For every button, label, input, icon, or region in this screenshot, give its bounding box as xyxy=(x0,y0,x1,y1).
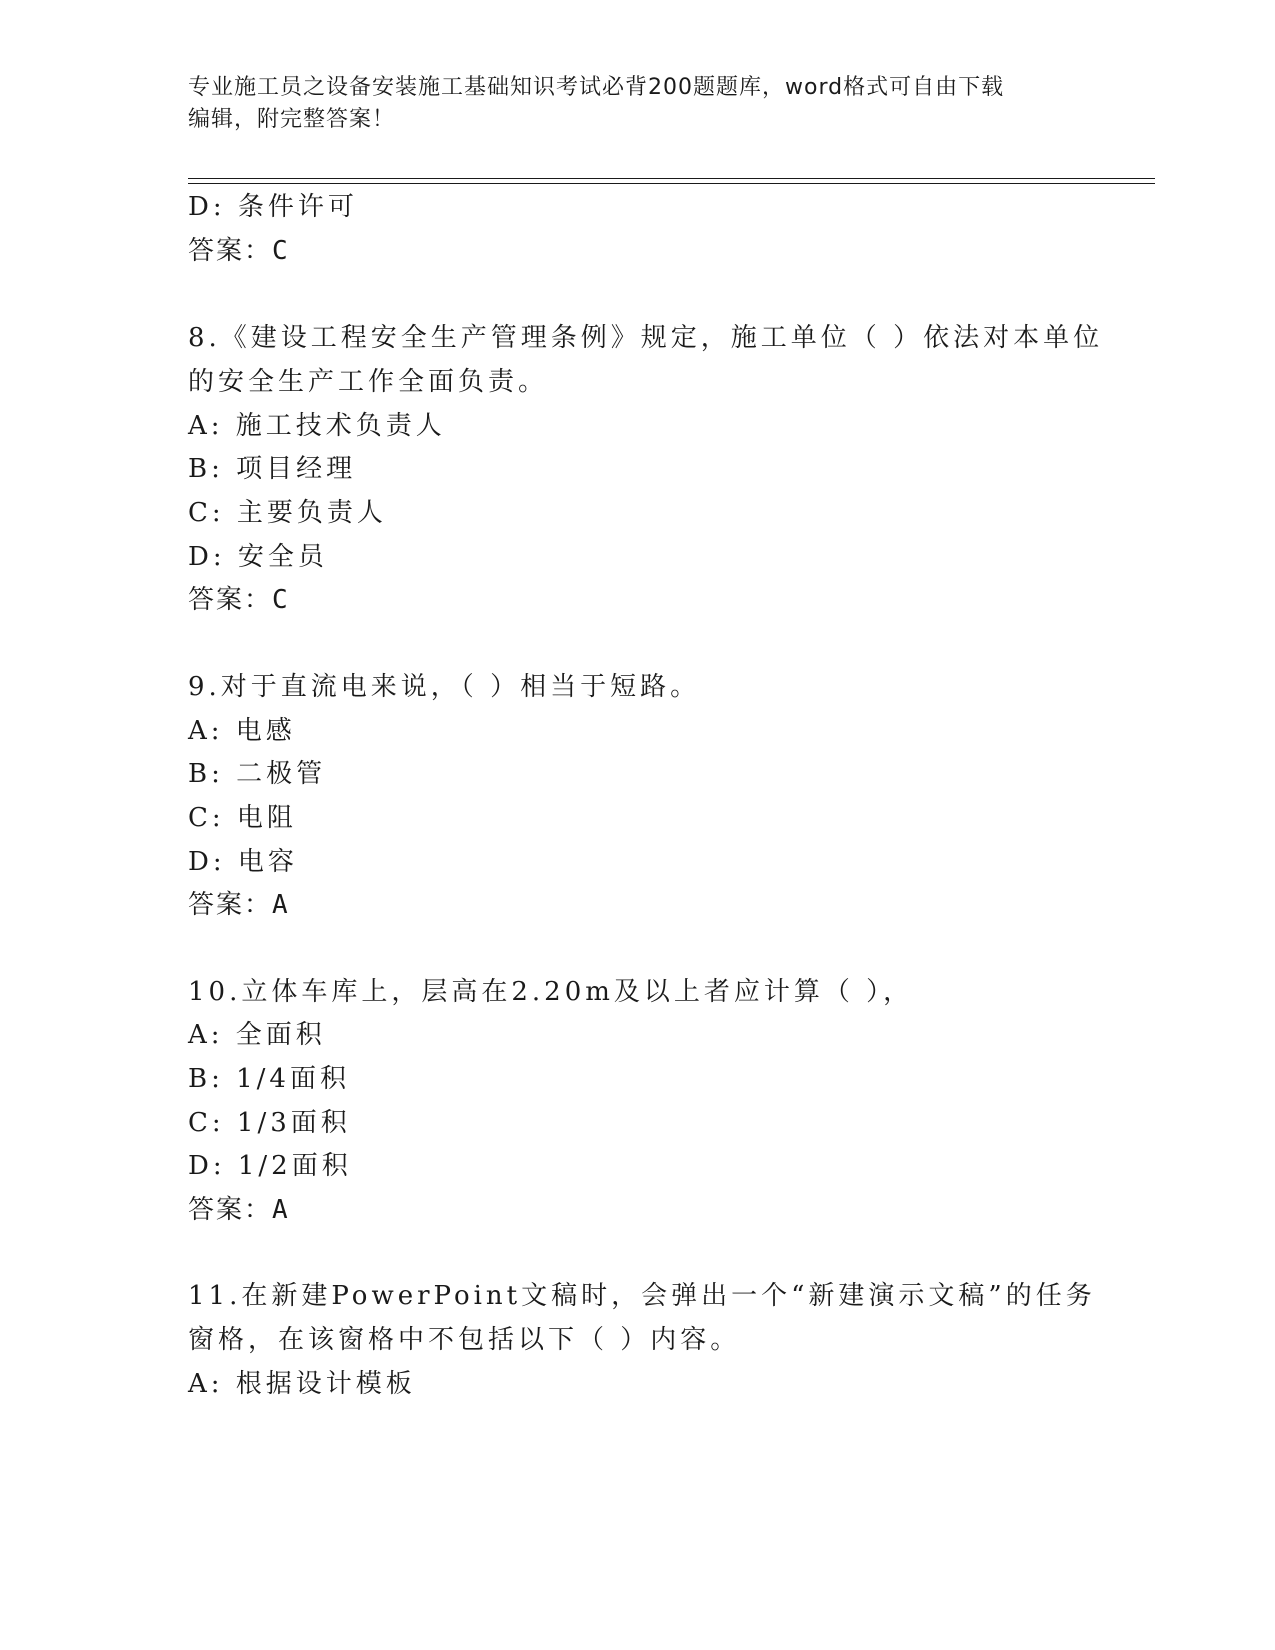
question-10-stem-line-1: 10.立体车库上，层高在2.20m及以上者应计算（ ）， xyxy=(188,977,914,1007)
question-8-option-c: C: 主要负责人 xyxy=(188,498,387,528)
document-header xyxy=(188,72,1068,136)
question-8-stem-line-1: 8.《建设工程安全生产管理条例》规定，施工单位（ ）依法对本单位 xyxy=(188,323,1104,353)
answer-label: 答案： xyxy=(188,585,273,615)
answer-label: 答案： xyxy=(188,1195,273,1225)
question-10-answer xyxy=(188,1189,290,1226)
answer-label: 答案： xyxy=(188,236,273,266)
question-11-option-a: A: 根据设计模板 xyxy=(188,1369,416,1399)
question-8-answer xyxy=(188,579,290,616)
question-10-option-b: B: 1/4面积 xyxy=(188,1064,350,1094)
question-9-option-b: B: 二极管 xyxy=(188,759,327,789)
question-9-option-c: C: 电阻 xyxy=(188,803,297,833)
question-10-option-a: A: 全面积 xyxy=(188,1020,326,1050)
prev-answer xyxy=(188,230,290,267)
question-10-option-d: D: 1/2面积 xyxy=(188,1151,352,1181)
question-8-option-a: A: 施工技术负责人 xyxy=(188,411,446,441)
answer-value: A xyxy=(272,890,290,920)
answer-label: 答案： xyxy=(188,890,273,920)
header-divider-top xyxy=(188,178,1155,179)
question-11-stem-line-1: 11.在新建PowerPoint文稿时，会弹出一个“新建演示文稿”的任务 xyxy=(188,1281,1096,1311)
question-9-stem-line-1: 9.对于直流电来说，（ ）相当于短路。 xyxy=(188,672,701,702)
question-8-option-d: D: 安全员 xyxy=(188,542,328,572)
question-11-stem-line-2: 窗格，在该窗格中不包括以下（ ）内容。 xyxy=(188,1325,741,1355)
question-9-answer xyxy=(188,884,290,921)
prev-option-d: D: 条件许可 xyxy=(188,192,358,222)
question-9-option-d: D: 电容 xyxy=(188,847,298,877)
question-10-option-c: C: 1/3面积 xyxy=(188,1108,351,1138)
question-8-option-b: B: 项目经理 xyxy=(188,454,357,484)
question-9-option-a: A: 电感 xyxy=(188,716,296,746)
answer-value: C xyxy=(272,585,290,615)
question-8-stem-line-2: 的安全生产工作全面负责。 xyxy=(188,367,549,397)
answer-value: C xyxy=(272,236,290,266)
answer-value: A xyxy=(272,1195,290,1225)
header-divider-bottom xyxy=(188,183,1155,184)
header-line-1: 专业施工员之设备安装施工基础知识考试必背200题题库，word格式可自由下载 xyxy=(188,75,1005,100)
header-line-2: 编辑，附完整答案！ xyxy=(188,107,396,132)
